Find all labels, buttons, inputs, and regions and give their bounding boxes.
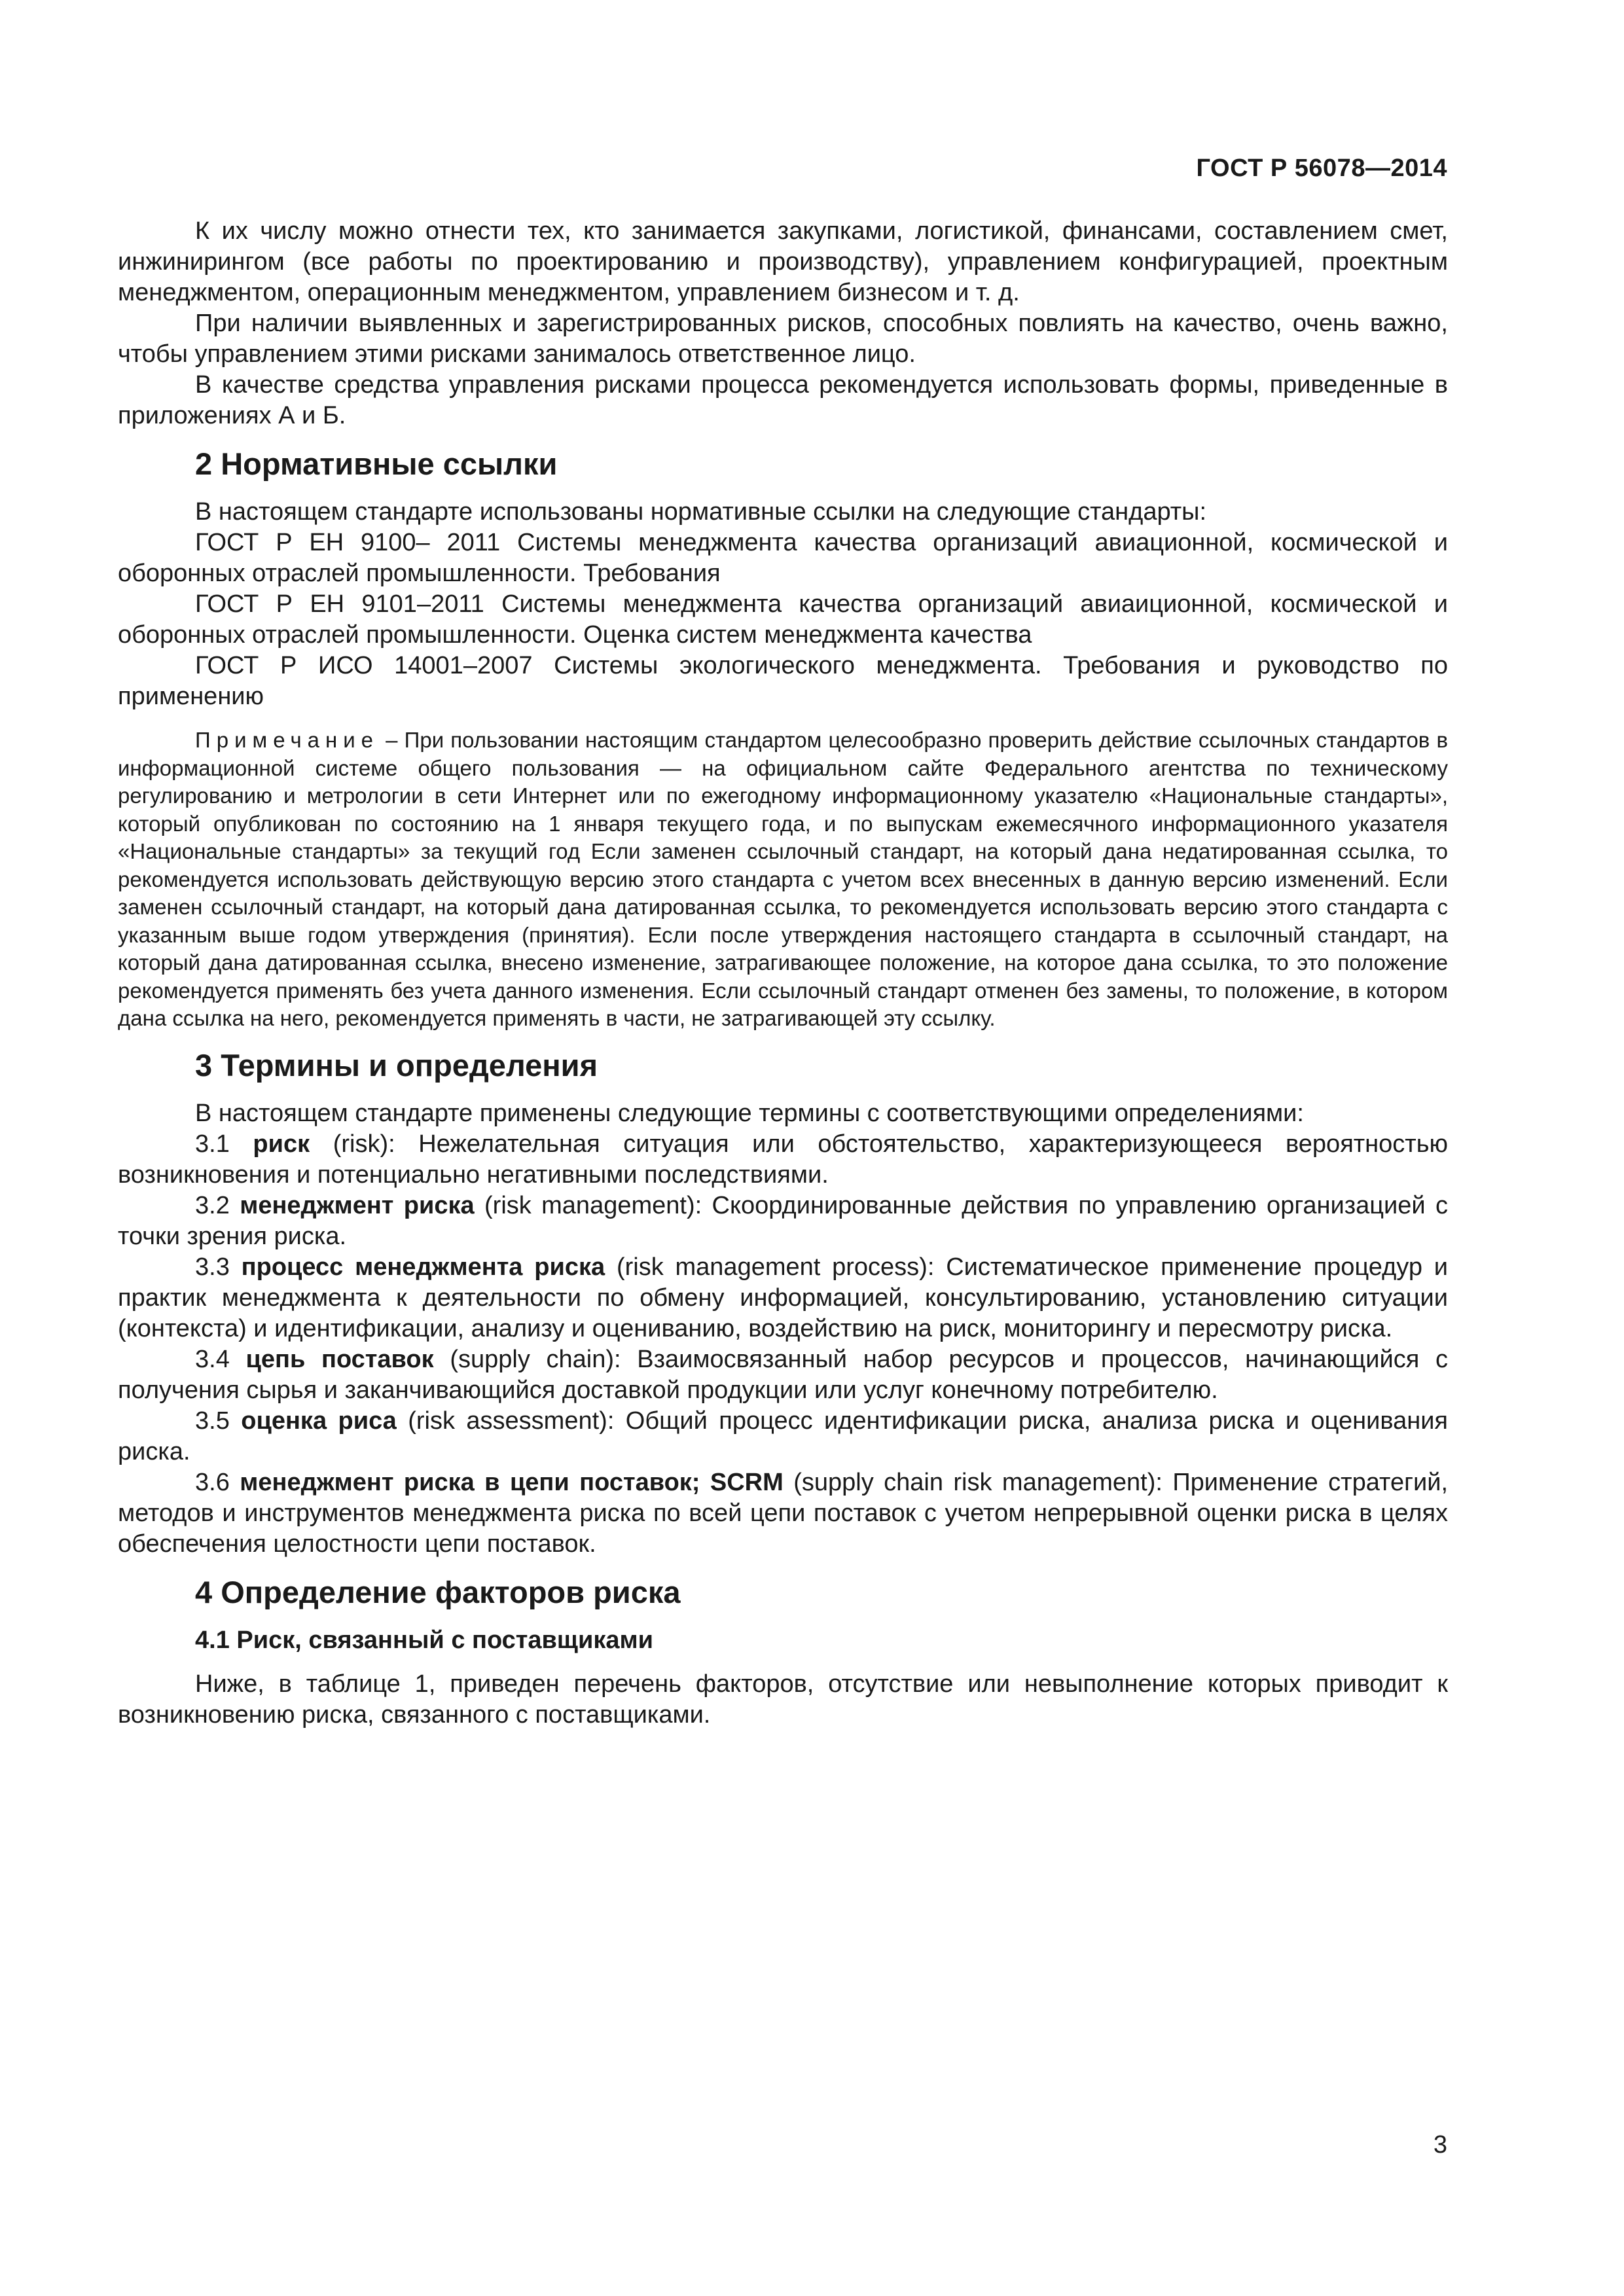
term-text: (risk management process): Систематическое применение процедур и практик менеджмента к деятельности по обмену информацией, консультированию, установлению ситуации (контекста) и идентификации, анализу и оцениванию, воздействию на риск, мониторингу и пересмотру риска. (118, 1253, 1449, 1342)
term-name: процесс менеджмента риска (241, 1253, 605, 1281)
term-number: 3.5 (195, 1407, 242, 1435)
term-number: 3.2 (195, 1191, 240, 1219)
page-number: 3 (1433, 2131, 1447, 2159)
term-text: (supply chain risk management): Применение стратегий, методов и инструментов менеджмента риска по всей цепи поставок с учетом непрерывной оценки риска в целях обеспечения целостности цепи поставок. (118, 1468, 1448, 1558)
term-definition-3-4 (118, 1344, 1448, 1406)
term-number: 3.3 (195, 1253, 242, 1281)
term-number: 3.6 (195, 1468, 240, 1496)
section-4-heading: 4 Определение факторов риска (195, 1574, 681, 1609)
section-2-heading: 2 Нормативные ссылки (195, 446, 558, 481)
term-definition-3-1 (118, 1129, 1448, 1191)
reference-item-1: ГОСТ Р ЕН 9100‒ 2011 Системы менеджмента качества организаций авиационной, космической и оборонных отраслей промышленности. Требования (118, 529, 1448, 587)
note-label: Примечание (195, 728, 380, 752)
intro-paragraph-1: К их числу можно отнести тех, кто занимается закупками, логистикой, финансами, составлением смет, инжинирингом (все работы по проектированию и производству), управлением конфигурацией, проектным менеджментом, операционным менеджментом, управлением бизнесом и т. д. (118, 217, 1448, 306)
section-3-heading: 3 Термины и определения (195, 1047, 598, 1083)
reference-item-2: ГОСТ Р ЕН 9101–2011 Системы менеджмента качества организаций авиаиционной, космической и оборонных отраслей промышленности. Оценка систем менеджмента качества (118, 590, 1448, 649)
term-number: 3.1 (195, 1130, 253, 1158)
intro-paragraph-3: В качестве средства управления рисками процесса рекомендуется использовать формы, приведенные в приложениях А и Б. (118, 371, 1448, 429)
term-text: (risk): Нежелательная ситуация или обстоятельство, характеризующееся вероятностью возникновения и потенциально негативными последствиями. (118, 1130, 1448, 1189)
term-definition-3-3 (118, 1252, 1448, 1344)
term-name: менеджмент риска в цепи поставок; SCRM (240, 1468, 784, 1496)
term-name: оценка риса (241, 1407, 397, 1435)
term-definition-3-2 (118, 1191, 1448, 1252)
term-text: (risk management): Скоординированные действия по управлению организацией с точки зрения риска. (118, 1191, 1448, 1250)
reference-note (118, 726, 1448, 1033)
document-code: ГОСТ Р 56078—2014 (1196, 154, 1447, 182)
term-name: цепь поставок (245, 1345, 434, 1373)
subsection-4-1-heading: 4.1 Риск, связанный с поставщиками (195, 1626, 653, 1654)
intro-paragraph-2: При наличии выявленных и зарегистрированных рисков, способных повлиять на качество, очень важно, чтобы управлением этими рисками занималось ответственное лицо. (118, 310, 1448, 368)
term-definition-3-5 (118, 1406, 1448, 1467)
note-text: – При пользовании настоящим стандартом целесообразно проверить действие ссылочных стандартов в информационной системе общего пользования — на официальном сайте Федерального агентства по техническому регулированию и метрологии в сети Интернет или по ежегодному информационному указателю «Национальные стандарты», который опубликован по состоянию на 1 января текущего года, и по выпускам ежемесячного информационного указателя «Национальные стандарты» за текущий год Если заменен ссылочный стандарт, на который дана недатированная ссылка, то рекомендуется использовать действующую версию этого стандарта с учетом всех внесенных в данную версию изменений. Если заменен ссылочный стандарт, на который дана датированная ссылка, то рекомендуется использовать версию этого стандарта с указанным выше годом утверждения (принятия). Если после утверждения настоящего стандарта в ссылочный стандарт, на который дана датированная ссылка, внесено изменение, затрагивающее положение, на которое дана ссылка, то это положение рекомендуется применять без учета данного изменения. Если ссылочный стандарт отменен без замены, то положение, в котором дана ссылка на него, рекомендуется применять в части, не затрагивающей эту ссылку. (118, 728, 1448, 1030)
term-name: риск (253, 1130, 310, 1158)
term-text: (supply chain): Взаимосвязанный набор ресурсов и процессов, начинающийся с получения сырья и заканчивающийся доставкой продукции или услуг конечному потребителю. (118, 1345, 1449, 1404)
term-text: (risk assessment): Общий процесс идентификации риска, анализа риска и оценивания риска. (118, 1407, 1449, 1465)
page-content (118, 216, 1448, 1731)
section-4-1-paragraph: Ниже, в таблице 1, приведен перечень факторов, отсутствие или невыполнение которых приводит к возникновению риска, связанного с поставщиками. (118, 1670, 1448, 1729)
term-name: менеджмент риска (240, 1191, 475, 1219)
section-2-lead: В настоящем стандарте использованы нормативные ссылки на следующие стандарты: (195, 498, 1207, 526)
term-number: 3.4 (195, 1345, 246, 1373)
term-definition-3-6 (118, 1467, 1448, 1560)
section-3-lead: В настоящем стандарте применены следующие термины с соответствующими определениями: (195, 1099, 1304, 1127)
reference-item-3: ГОСТ Р ИСО 14001–2007 Системы экологического менеджмента. Требования и руководство по применению (118, 652, 1448, 710)
